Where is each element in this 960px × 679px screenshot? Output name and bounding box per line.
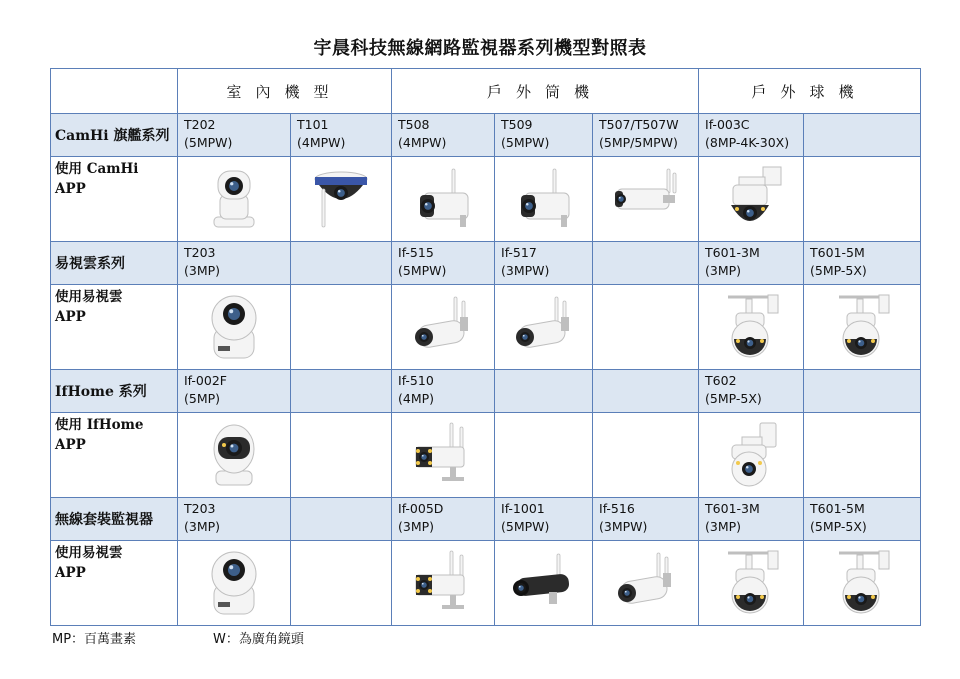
- model-name: T203: [184, 501, 216, 516]
- camera-image-cell: [392, 413, 495, 498]
- model-name: If-515: [398, 245, 434, 260]
- model-cell: [291, 498, 392, 541]
- model-spec: (3MP): [705, 519, 742, 534]
- header-outdoor-bullet: 戶外筒機: [392, 69, 699, 114]
- app-label: [51, 285, 178, 370]
- camera-image-cell: [178, 157, 291, 242]
- model-cell: [699, 498, 804, 541]
- page-title: 宇晨科技無線網路監視器系列機型對照表: [313, 38, 647, 59]
- model-cell: [495, 114, 593, 157]
- model-spec: (3MP): [705, 263, 742, 278]
- indoor-ball-camera-icon: [178, 285, 290, 367]
- model-name: T509: [501, 117, 533, 132]
- bullet-camera-wifi-icon: [392, 157, 494, 239]
- ptz-wallmount-camera-icon: [699, 541, 803, 623]
- app-label-line1: 使用易視雲: [55, 545, 123, 561]
- model-spec: (5MP-5X): [810, 519, 867, 534]
- model-cell: [804, 498, 921, 541]
- model-spec: (5MPW): [501, 135, 550, 150]
- camera-image-cell: [291, 157, 392, 242]
- header-outdoor-dome: 戶外球機: [699, 69, 921, 114]
- camera-image-cell: [178, 541, 291, 626]
- header-row: [51, 69, 921, 114]
- header-indoor: 室內機型: [178, 69, 392, 114]
- app-label: [51, 541, 178, 626]
- series-name: 無線套裝監視器: [51, 498, 178, 541]
- app-label-line1: 使用易視雲: [55, 289, 123, 305]
- model-spec: (8MP-4K-30X): [705, 135, 790, 150]
- model-cell: [291, 242, 392, 285]
- camera-image-cell: [291, 541, 392, 626]
- app-label-line2: APP: [55, 565, 86, 581]
- model-cell: [593, 498, 699, 541]
- series-name: IfHome 系列: [51, 370, 178, 413]
- app-label-line1: 使用 IfHome: [55, 417, 144, 433]
- model-spec: (5MP/5MPW): [599, 135, 678, 150]
- camera-image-cell: [495, 157, 593, 242]
- bullet-camera-long-icon: [593, 157, 698, 239]
- camera-image-cell: [392, 285, 495, 370]
- model-spec: (5MP-5X): [810, 263, 867, 278]
- model-cell: [392, 242, 495, 285]
- camera-image-cell: [593, 541, 699, 626]
- model-cell: [804, 242, 921, 285]
- indoor-ball-camera-icon: [178, 541, 290, 623]
- model-cell: [804, 370, 921, 413]
- app-row: [51, 413, 921, 498]
- series-row: [51, 114, 921, 157]
- app-label-line2: APP: [55, 181, 86, 197]
- app-row: [51, 285, 921, 370]
- model-name: T601-3M: [705, 245, 760, 260]
- app-label-line2: APP: [55, 309, 86, 325]
- camera-image-cell: [699, 285, 804, 370]
- ptz-white-camera-icon: [699, 413, 803, 495]
- ptz-wallmount-camera-icon: [804, 285, 920, 367]
- model-cell: [699, 114, 804, 157]
- camera-image-cell: [593, 413, 699, 498]
- ptz-wallmount-camera-icon: [699, 285, 803, 367]
- model-spec: (3MP): [184, 263, 221, 278]
- model-cell: [178, 370, 291, 413]
- app-label: [51, 157, 178, 242]
- app-label: [51, 413, 178, 498]
- bullet-camera-wifi-icon: [495, 157, 592, 239]
- model-cell: [392, 498, 495, 541]
- app-label-line2: APP: [55, 437, 86, 453]
- model-cell: [178, 114, 291, 157]
- bullet-camera-white-icon: [495, 285, 592, 367]
- model-spec: (5MPW): [501, 519, 550, 534]
- model-name: T602: [705, 373, 737, 388]
- series-row: [51, 498, 921, 541]
- model-spec: (5MPW): [398, 263, 447, 278]
- model-spec: (5MP-5X): [705, 391, 762, 406]
- series-row: [51, 370, 921, 413]
- model-cell: [593, 370, 699, 413]
- model-name: T202: [184, 117, 216, 132]
- camera-image-cell: [495, 413, 593, 498]
- dome-camera-icon: [291, 157, 391, 239]
- model-spec: (4MP): [398, 391, 435, 406]
- model-name: If-1001: [501, 501, 545, 516]
- model-cell: [593, 114, 699, 157]
- indoor-pt-camera-icon: [178, 157, 290, 239]
- app-label-line1: 使用 CamHi: [55, 161, 139, 177]
- model-cell: [699, 370, 804, 413]
- model-name: T508: [398, 117, 430, 132]
- model-cell: [178, 498, 291, 541]
- bullet-camera-leds-icon: [392, 413, 494, 495]
- camera-image-cell: [699, 157, 804, 242]
- model-spec: (3MP): [184, 519, 221, 534]
- camera-image-cell: [495, 541, 593, 626]
- model-name: If-002F: [184, 373, 227, 388]
- model-name: If-005D: [398, 501, 444, 516]
- model-spec: (4MPW): [398, 135, 447, 150]
- speed-dome-camera-icon: [699, 157, 803, 239]
- note-w: W：為廣角鏡頭: [213, 632, 304, 647]
- model-cell: [699, 242, 804, 285]
- model-cell: [495, 498, 593, 541]
- camera-image-cell: [804, 541, 921, 626]
- camera-image-cell: [392, 157, 495, 242]
- model-name: If-003C: [705, 117, 750, 132]
- header-corner: [51, 69, 178, 114]
- model-cell: [495, 242, 593, 285]
- model-spec: (3MPW): [501, 263, 550, 278]
- model-cell: [178, 242, 291, 285]
- series-name: CamHi 旗艦系列: [51, 114, 178, 157]
- model-spec: (5MPW): [184, 135, 233, 150]
- model-cell: [804, 114, 921, 157]
- camera-image-cell: [804, 157, 921, 242]
- camera-image-cell: [495, 285, 593, 370]
- model-name: T601-5M: [810, 245, 865, 260]
- bullet-camera-white-icon: [392, 285, 494, 367]
- camera-image-cell: [699, 413, 804, 498]
- camera-image-cell: [804, 413, 921, 498]
- model-name: T601-5M: [810, 501, 865, 516]
- model-name: If-517: [501, 245, 537, 260]
- model-cell: [593, 242, 699, 285]
- bullet-camera-leds-icon: [392, 541, 494, 623]
- model-cell: [291, 114, 392, 157]
- model-cell: [291, 370, 392, 413]
- model-name: If-510: [398, 373, 434, 388]
- camera-image-cell: [699, 541, 804, 626]
- model-comparison-table: [50, 68, 921, 626]
- model-spec: (5MP): [184, 391, 221, 406]
- camera-image-cell: [291, 413, 392, 498]
- camera-image-cell: [178, 413, 291, 498]
- camera-image-cell: [291, 285, 392, 370]
- model-name: T601-3M: [705, 501, 760, 516]
- model-spec: (3MPW): [599, 519, 648, 534]
- camera-image-cell: [178, 285, 291, 370]
- model-cell: [392, 370, 495, 413]
- app-row: [51, 541, 921, 626]
- series-name: 易視雲系列: [51, 242, 178, 285]
- model-name: T507/T507W: [599, 117, 679, 132]
- app-row: [51, 157, 921, 242]
- bullet-camera-white-icon: [593, 541, 698, 623]
- model-cell: [392, 114, 495, 157]
- model-cell: [495, 370, 593, 413]
- model-name: If-516: [599, 501, 635, 516]
- model-spec: (4MPW): [297, 135, 346, 150]
- camera-image-cell: [392, 541, 495, 626]
- model-spec: (3MP): [398, 519, 435, 534]
- indoor-egg-camera-icon: [178, 413, 290, 495]
- camera-image-cell: [593, 285, 699, 370]
- camera-image-cell: [593, 157, 699, 242]
- note-mp: MP：百萬畫素: [52, 632, 137, 647]
- model-name: T203: [184, 245, 216, 260]
- camera-image-cell: [804, 285, 921, 370]
- bullet-camera-black-icon: [495, 541, 592, 623]
- series-row: [51, 242, 921, 285]
- ptz-wallmount-camera-icon: [804, 541, 920, 623]
- model-name: T101: [297, 117, 329, 132]
